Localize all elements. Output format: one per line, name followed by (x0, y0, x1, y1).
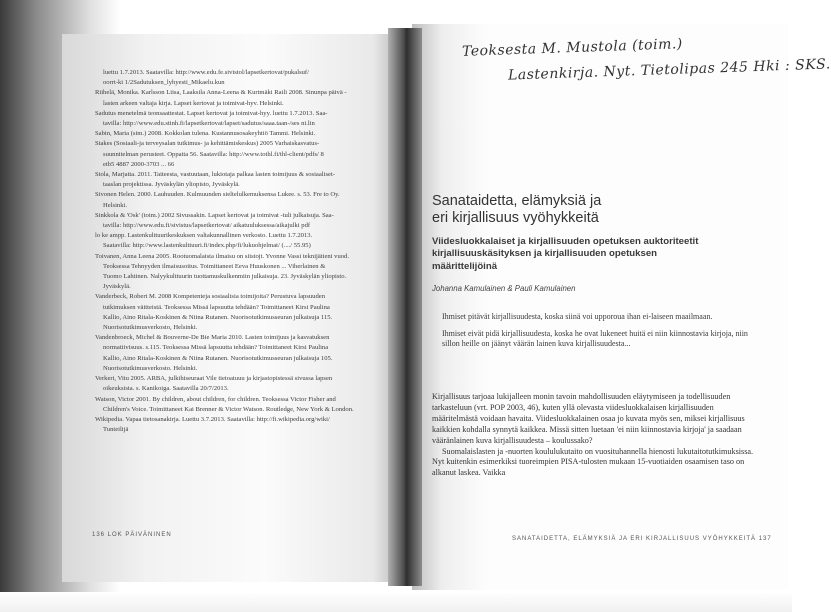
right-page-folio: SANATAIDETTA, ELÄMYKSIÄ JA ERI KIRJALLISUUS VYÖHYKKEITÄ 137 (512, 536, 772, 542)
reference-line: oikeuksista. s. Kanikoiga. Saatavilla 20/7/2013. (103, 385, 229, 393)
reference-line: Children's Voice. Toimittaneet Kai Brenner & Victor Watson. Routledge, New York & London. (103, 405, 354, 413)
handwritten-note-line1: Teoksesta M. Mustola (toim.) (461, 36, 684, 60)
reference-line: lo ke ampp. Lastenkulttuurikeskuksen valtakunnallinen verkosto. Luettu 1.7.2013. (95, 232, 313, 240)
reference-line: luettu 1.7.2013. Saatavilla: http://www.edu.fe.sivistol/lapsetkertovat/pukalsuf/ (103, 69, 309, 76)
reference-line: tavilla: http://www.edu.stinh.fi/lapsetkertovat/lapset/sadutus/saaa.taan-/ses ni.lin (103, 120, 315, 128)
reference-line: Sadutus menetelmä teonsaattestat. Lapset kertovat ja toimivat-hyy. luettu 1.7.2013. Saa- (95, 109, 328, 117)
reference-line: Sabin, Maria (sim.) 2008. Kokkolan tulena. Kustannusosakeyhtiö Tammi. Helsinki. (95, 130, 316, 138)
intro-quote: Ihmiset eivät pidä kirjallisuudesta, koska he ovat lukeneet huitä ei niin kiinnostavia kirjoja, niin sillon heille on jäänyt väärän lainen kuva kirjallisuudesta... (442, 328, 748, 349)
chapter-title-line: eri kirjallisuus vyöhykkeitä (432, 210, 599, 226)
reference-line: suunnitelman perusteet. Oppaita 56. Saatavilla: http://www.tothl.fi/thl-client/pdfs/ 8 (103, 150, 324, 158)
reference-line: Watson, Victor 2001. By children, about children, for children. Teoksessa Victor Fisher and (95, 395, 336, 403)
body-paragraph: Kirjallisuus tarjoaa lukijalleen monin tavoin mahdollisuuden eläytymiseen ja todellisuuden tarkasteluun (vrt. POP 2003, 46), kuten yllä olevasta viidesluokkalaisen kirjallisuuden määritelmästä voidaan havaita. Viidesluokkalainen osaa jo kuvata myös sen, miksei kirjallisuus kaikkien kohdalla synnytä kaikkea. Missä sitten luetaan 'ei niin kiinnostavia kirjoja' ja saadaan vääränlainen kuva kirjallisuudesta – koulussako? (432, 392, 745, 445)
reference-line: Nuorisotutkimusverkosto, Helsinki. (103, 324, 198, 332)
chapter-subtitle (432, 236, 762, 273)
subtitle-line: määrittelijöinä (432, 260, 498, 272)
right-page (412, 24, 788, 590)
reference-line: Vanderbeck, Robert M. 2008 Kompetenteja sosiaalisia toimijoita? Perustuva lapsuuden (95, 293, 325, 301)
reference-line: Kallio, Aino Ritala-Koskinen & Niina Rutanen. Nuorisotutkimusseuran julkaisuja 115. (103, 313, 333, 321)
chapter-authors: Johanna Kamulainen & Pauli Kamulainen (432, 284, 576, 293)
reference-line: Verkeri, Vitu 2005. ARBA, julkihiseuraat Vile tietoatuuu ja kirjastopistessä sivussa lapsen (95, 375, 333, 383)
reference-line: Stakes (Sosiaali-ja terveysalan tutkimus- ja kehittämiskeskus) 2005 Varhaiskasvatus- (95, 140, 320, 148)
reference-line: taaslan projektissa. Jyväskylän yliopisto, Jyväskylä. (103, 181, 240, 189)
reference-line: Stola, Marjatta. 2011. Taiteesta, vastuutaan, lukiotaja palkaa lasten toimijuus & sosiaaliset- (95, 171, 335, 179)
chapter-title (432, 193, 762, 227)
subtitle-line: Viidesluokkalaiset ja kirjallisuuden opetuksen auktoriteetit (432, 236, 699, 247)
reference-line: Saatavilla: http://www.lastenkulttuuri.fi/index.php/fi/lukuohjelmat/ (..../ 55.95) (103, 242, 311, 250)
body-paragraph: Suomalaislasten ja -nuorten koululukutaito on vuosituhannella hienosti lukutaitotutkimuksissa. Nyt kuitenkin esimerkiksi tuoreimpien PISA-tulosten mukaan 15-vuotiaiden osaamisen taso on alkanut laskea. Vaikka (432, 446, 754, 478)
reference-line: tutkimuksen väitteistä. Teoksessa Missä lapsuutta tehdään? Toimittaneet Kirsi Paulina (103, 303, 330, 311)
reference-line: lasten arkeen valtaja kirja. Lapset kertovat ja toimivat-hyv. Helsinki. (103, 99, 284, 107)
reference-line: Nuorisotutkimusverkosto. Helsinki. (103, 364, 198, 372)
intro-quotes (442, 312, 760, 356)
left-page-folio: 136 LOK PÄIVÄNINEN (92, 532, 172, 538)
reference-line: Tuomo Lahtinen. Nalyykulttuurin tuottamuskulkenmiin julkaisuja. 23. Jyväskylän yliopisto. (103, 273, 347, 281)
reference-line: normatiivisuus. s.115. Teoksessa Missä lapsuutta tehdään? Toimittaneet Kirsi Paulina (103, 344, 329, 352)
handwritten-note-line2: Lastenkirja. Nyt. Tietolipas 245 Hki : SKS. (507, 56, 831, 84)
subtitle-line: kirjallisuuskäsityksen ja kirjallisuuden opetuksen (432, 248, 658, 260)
reference-line: etb5 4887 2000-3703 ... 66 (103, 160, 175, 168)
reference-line: Jyväskylä. (103, 283, 131, 291)
reference-line: Wikipedia. Vapaa tietosanakirja. Luettu 3.7.2013. Saatavilla: http://fi.wikipedia.org/wiki/ (95, 415, 330, 423)
book-gutter (388, 28, 422, 586)
reference-line: Tunteilijä (103, 426, 129, 434)
reference-line: Helsinki. (103, 201, 127, 209)
reference-line: tavilla: http://www.edu.fi/sivistus/lapsetkertovat/ aikatuuluksessa/aikajulki pdf (103, 222, 311, 230)
reference-line: Kallio, Aino Ritala-Koskinen & Niina Rutanen. Nuorisotutkimusseuran julkaisuja 105. (103, 354, 333, 362)
body-text (432, 392, 758, 479)
scan-bottom-edge (0, 592, 792, 612)
reference-line: Sivonen Helen. 2000. Lauhuuden. Kulmuunden sieltelulkemuksensa Lukee. s. 53. Fre to Oy. (95, 191, 340, 199)
reference-line: Riihelä, Monika. Karlsson Liisa, Laaksila Anna-Leena & Kurtmäki Raili 2008. Sinunpa päivä - (95, 89, 347, 97)
reference-line: Vandenbroeck, Michel & Bouverne-De Bie Maria 2010. Lasten toimijuus ja kasvatuksen (95, 334, 330, 342)
chapter-title-line: Sanataidetta, elämyksiä ja (432, 193, 602, 209)
reference-line: Toivanen, Anna Leena 2005. Rootuomalaista ilmaisu on siistojt. Yvonne Vassi teknijätieni vuod. (95, 252, 349, 260)
reference-list (95, 68, 387, 435)
reference-line: oorrt-ki 1/2Sadutuksen_lyhyesti_Mikaelu.kun (103, 79, 225, 87)
reference-line: Teoksessa Tehnyyden ilmaisusoitus. Toimittaneet Eeva Huuskonen ... Viherlainen & (103, 262, 326, 270)
reference-line: Sinkkola & 'Osk' (toim.) 2002 Sivussakin. Lapset kertovat ja toimivat -tuli julkaisuja. Saa- (95, 211, 334, 219)
intro-quote: Ihmiset pitävät kirjallisuudesta, koska siinä voi upporoua ihan ei-laiseen maailmaan. (442, 312, 713, 321)
